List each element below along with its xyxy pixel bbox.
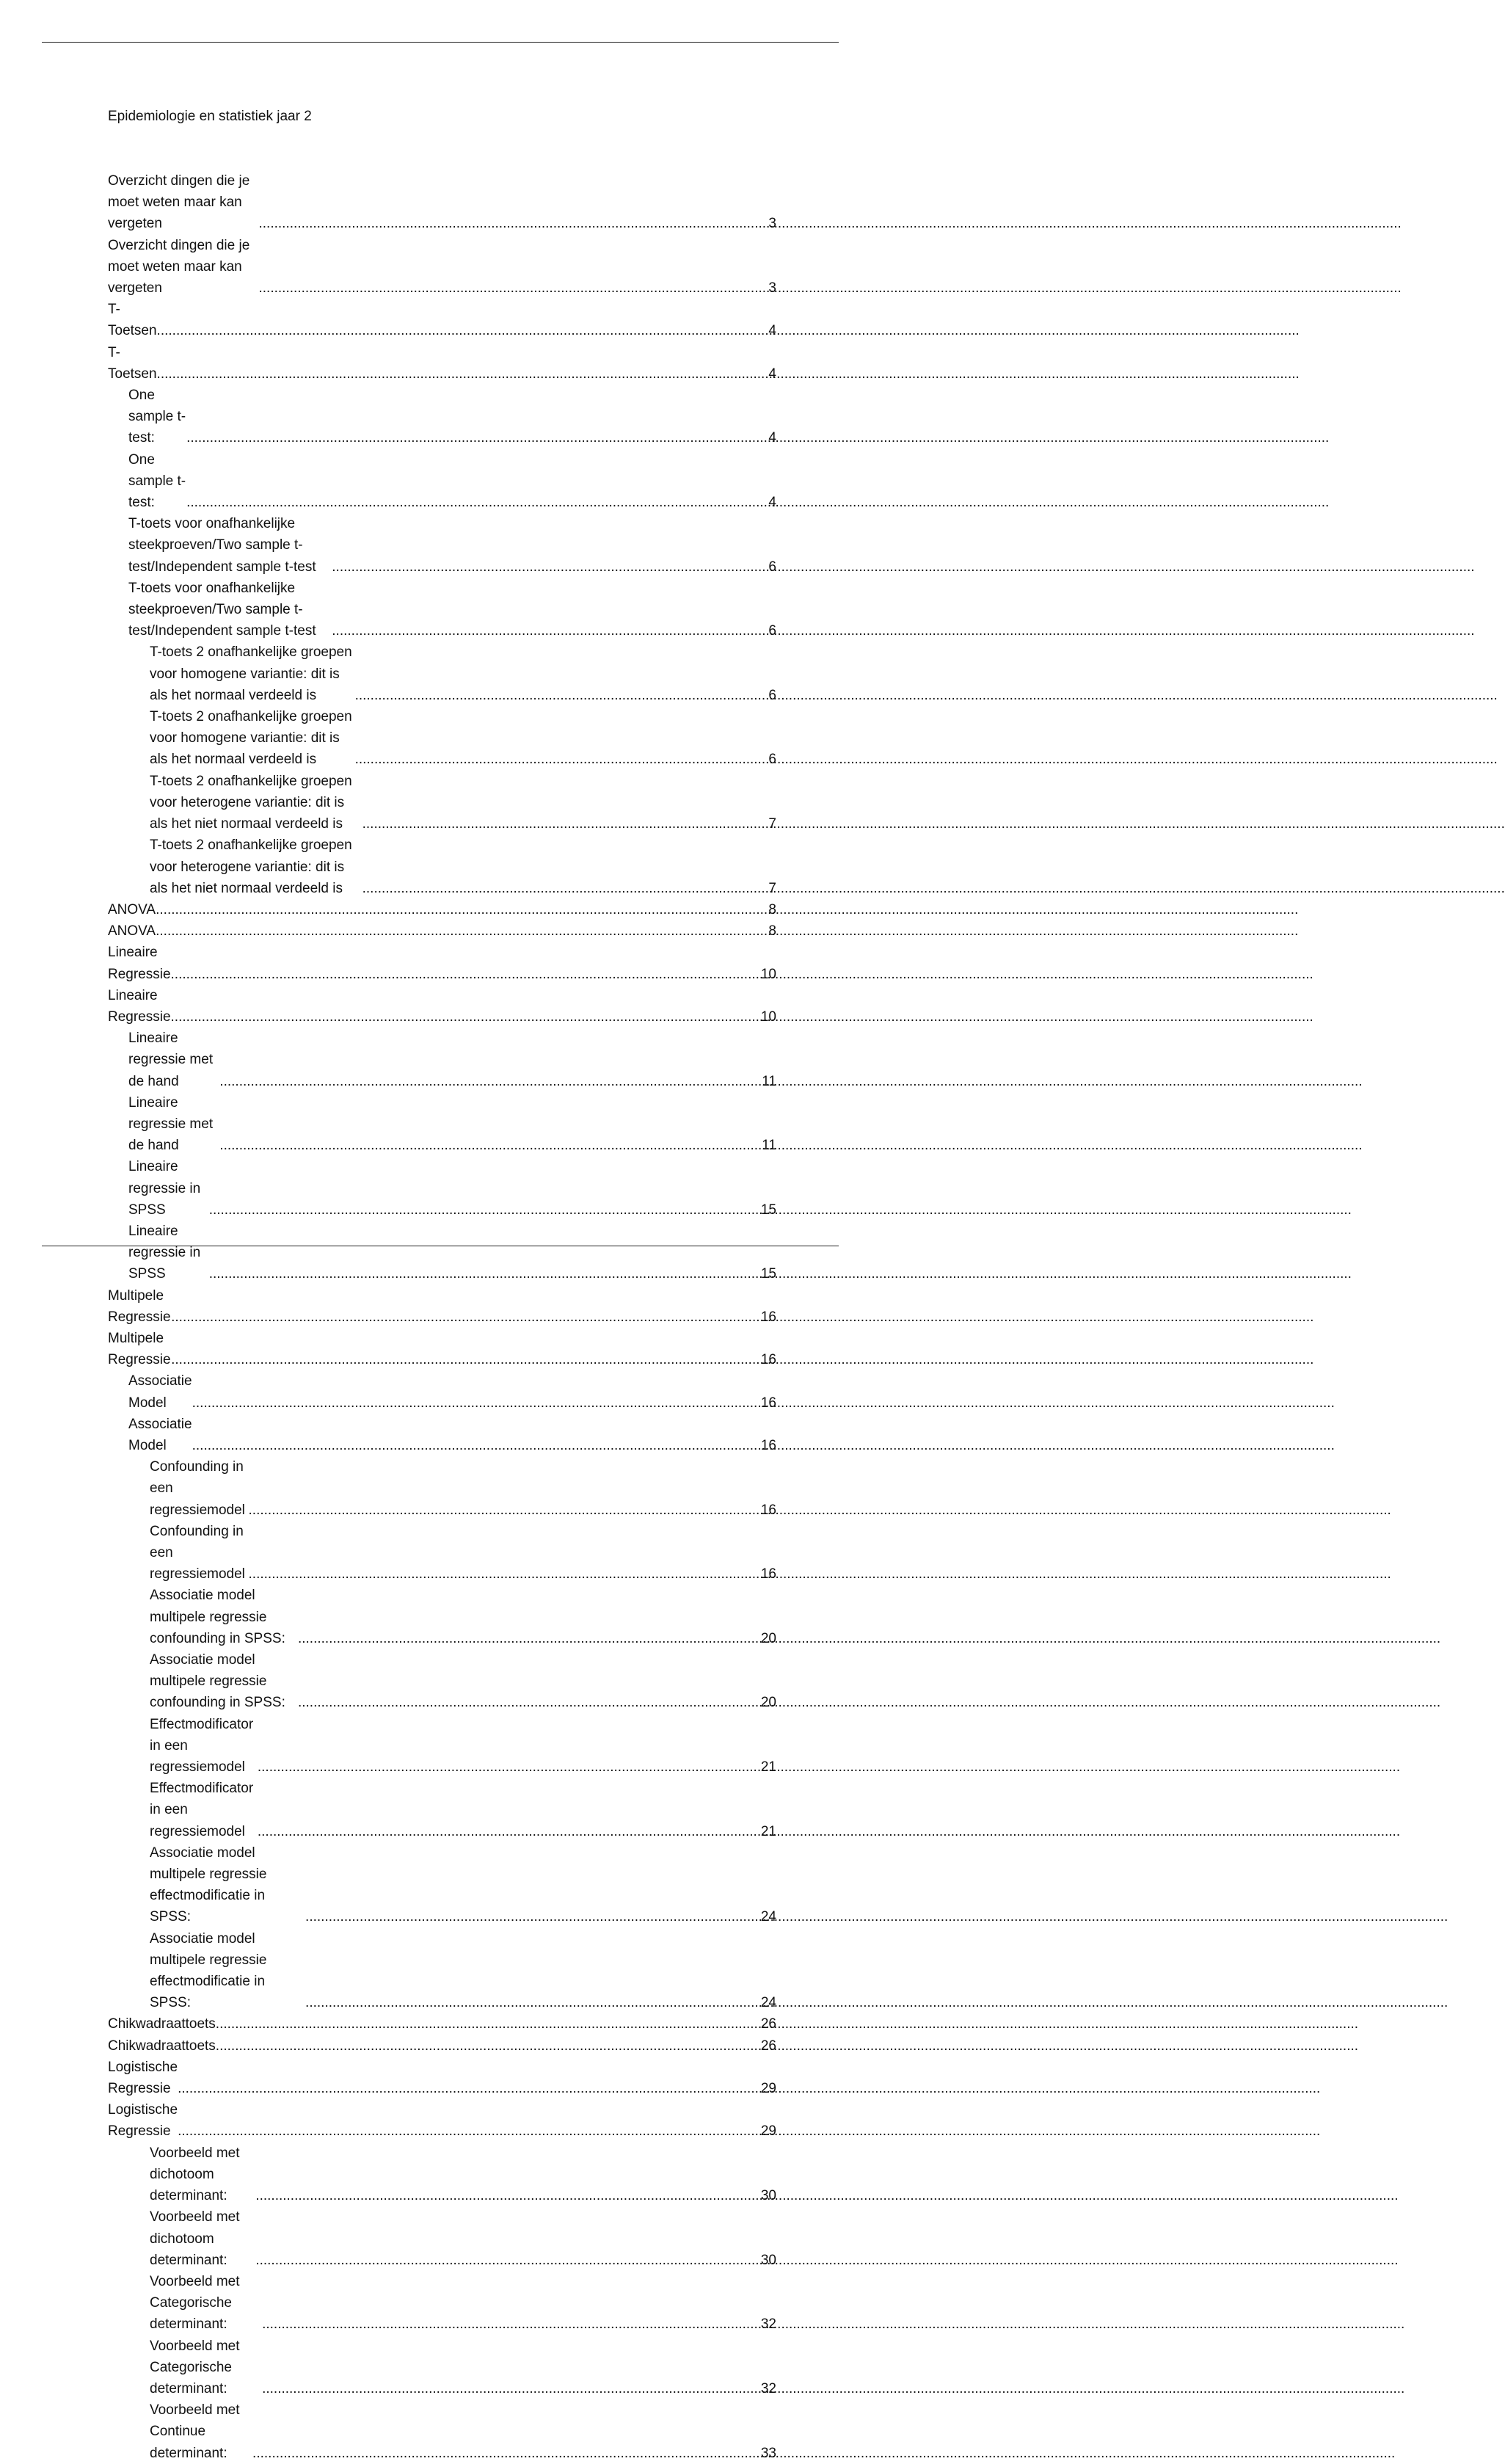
toc-entry[interactable]: [108, 1370, 776, 1413]
toc-entry-page-number: 4: [768, 366, 776, 382]
toc-entry-page-number: 16: [760, 1395, 776, 1411]
toc-entry[interactable]: [108, 1456, 776, 1521]
toc-entry[interactable]: [108, 1714, 776, 1778]
toc-entry[interactable]: [108, 706, 776, 771]
toc-entry-page-number: 20: [760, 1630, 776, 1646]
dot-leader: [216, 2035, 761, 2057]
toc-entry-text: Effectmodificator in een regressiemodel: [150, 1781, 254, 1839]
toc-entry-text: Associatie model multipele regressie effectmodificatie in SPSS:: [150, 1930, 267, 2011]
toc-entry-page-number: 15: [760, 1202, 776, 1218]
dot-leader: [255, 2250, 761, 2271]
toc-entry[interactable]: [108, 1778, 776, 1842]
toc-entry[interactable]: [108, 1842, 776, 1928]
dot-leader: [192, 1392, 761, 1414]
dot-leader: [262, 2314, 761, 2335]
toc-entry-page-number: 4: [768, 323, 776, 339]
toc-entry[interactable]: [108, 1328, 776, 1370]
dot-leader: [171, 1306, 761, 1328]
toc-entry[interactable]: [108, 1649, 776, 1714]
toc-entry-text: Logistische Regressie: [108, 2102, 178, 2140]
toc-entry-page-number: 7: [768, 816, 776, 832]
dot-leader: [298, 1692, 761, 1713]
dot-leader: [171, 1349, 761, 1370]
toc-entry[interactable]: [108, 1414, 776, 1456]
toc-entry-page-number: 3: [768, 216, 776, 232]
toc-entry-text: Effectmodificator in een regressiemodel: [150, 1716, 254, 1776]
toc-entry-text: Logistische Regressie: [108, 2059, 178, 2097]
toc-entry-page-number: 8: [768, 923, 776, 940]
toc-entry-page-number: 6: [768, 623, 776, 639]
toc-entry-text: One sample t-test:: [128, 388, 186, 446]
toc-entry[interactable]: [108, 920, 776, 942]
dot-leader: [178, 2078, 761, 2099]
toc-entry[interactable]: [108, 299, 776, 341]
toc-entry-page-number: 29: [760, 2123, 776, 2140]
toc-entry-text: Associatie Model: [128, 1373, 192, 1411]
toc-entry-page-number: 11: [762, 1073, 776, 1089]
dot-leader: [209, 1199, 761, 1221]
toc-entry-text: Voorbeeld met dichotoom determinant:: [150, 2145, 240, 2204]
toc-entry[interactable]: [108, 2099, 776, 2142]
toc-entry-text: T-Toetsen: [108, 302, 157, 339]
toc-entry-text: One sample t-test:: [128, 451, 186, 511]
toc-entry-text: Associatie model multipele regressie confounding in SPSS:: [150, 1588, 285, 1646]
dot-leader: [219, 1135, 762, 1156]
dot-leader: [186, 492, 768, 513]
dot-leader: [186, 427, 768, 448]
toc-entry-text: Confounding in een regressiemodel: [150, 1523, 245, 1582]
toc-entry-text: Chikwadraattoets: [108, 2038, 216, 2054]
toc-entry-text: Voorbeeld met dichotoom determinant:: [150, 2209, 240, 2268]
dot-leader: [252, 2443, 761, 2464]
dot-leader: [332, 620, 768, 642]
toc-entry-text: ANOVA: [108, 901, 156, 917]
toc-entry-page-number: 16: [760, 1502, 776, 1518]
toc-entry-text: T-Toetsen: [108, 344, 157, 382]
toc-entry-text: Lineaire Regressie: [108, 945, 171, 982]
toc-entry[interactable]: [108, 578, 776, 642]
dot-leader: [305, 1992, 761, 2013]
toc-entry[interactable]: [108, 1156, 776, 1221]
toc-entry-page-number: 8: [768, 901, 776, 917]
dot-leader: [259, 277, 769, 299]
dot-leader: [362, 878, 769, 899]
toc-entry[interactable]: [108, 2143, 776, 2207]
dot-leader: [249, 1500, 761, 1521]
toc-entry-text: T-toets 2 onafhankelijke groepen voor heterogene variantie: dit is als het niet normaal verdeeld is: [150, 773, 352, 832]
toc-entry-text: Overzicht dingen die je moet weten maar kan vergeten: [108, 173, 250, 232]
toc-entry[interactable]: [108, 1928, 776, 2014]
toc-entry[interactable]: [108, 235, 776, 299]
toc-entry-text: Multipele Regressie: [108, 1330, 171, 1368]
table-of-contents: [108, 170, 776, 2464]
dot-leader: [171, 964, 761, 985]
toc-entry[interactable]: [108, 170, 776, 235]
toc-entry[interactable]: [108, 385, 776, 449]
toc-entry[interactable]: [108, 342, 776, 385]
toc-entry-text: Associatie model multipele regressie effectmodificatie in SPSS:: [150, 1845, 267, 1925]
toc-entry-text: Lineaire regressie met de hand: [128, 1031, 214, 1089]
toc-entry[interactable]: [108, 2035, 776, 2057]
toc-entry-page-number: 6: [768, 752, 776, 768]
toc-entry-page-number: 32: [760, 2316, 776, 2333]
dot-leader: [255, 2185, 761, 2206]
header-rule: [42, 42, 839, 43]
toc-entry-page-number: 7: [768, 880, 776, 896]
toc-entry-text: T-toets 2 onafhankelijke groepen voor homogene variantie: dit is als het normaal verdeeld is: [150, 644, 352, 703]
toc-entry-text: Voorbeeld met Categorische determinant:: [150, 2273, 240, 2333]
dot-leader: [305, 1906, 761, 1927]
toc-entry-text: Voorbeeld met Categorische determinant:: [150, 2338, 240, 2396]
toc-entry[interactable]: [108, 985, 776, 1028]
toc-entry[interactable]: [108, 1221, 776, 1285]
toc-entry-page-number: 33: [760, 2445, 776, 2461]
toc-entry[interactable]: [108, 2399, 776, 2464]
toc-entry-text: Lineaire Regressie: [108, 987, 171, 1025]
toc-entry-page-number: 10: [760, 966, 776, 982]
dot-leader: [332, 556, 768, 578]
dot-leader: [262, 2378, 761, 2399]
dot-leader: [156, 920, 768, 942]
toc-entry-text: Associatie Model: [128, 1416, 192, 1453]
dot-leader: [258, 1821, 761, 1842]
toc-entry-page-number: 24: [760, 1909, 776, 1925]
toc-entry-text: Lineaire regressie in SPSS: [128, 1223, 201, 1282]
toc-entry-text: Lineaire regressie met de hand: [128, 1094, 214, 1154]
dot-leader: [355, 749, 769, 770]
toc-entry-text: T-toets 2 onafhankelijke groepen voor homogene variantie: dit is als het normaal verdeeld is: [150, 709, 352, 768]
toc-entry[interactable]: [108, 1521, 776, 1585]
toc-entry[interactable]: [108, 771, 776, 835]
toc-entry-page-number: 16: [760, 1352, 776, 1368]
toc-entry-page-number: 24: [760, 1995, 776, 2011]
toc-entry[interactable]: [108, 642, 776, 706]
toc-entry[interactable]: [108, 1285, 776, 1328]
toc-entry-text: Voorbeeld met Continue determinant:: [150, 2402, 240, 2461]
toc-entry-page-number: 6: [768, 559, 776, 575]
toc-entry-page-number: 10: [760, 1009, 776, 1025]
toc-entry-page-number: 29: [760, 2081, 776, 2097]
toc-entry-text: Multipele Regressie: [108, 1287, 171, 1325]
toc-entry[interactable]: [108, 1092, 776, 1157]
toc-entry-page-number: 16: [760, 1566, 776, 1582]
toc-entry[interactable]: [108, 942, 776, 984]
toc-entry-page-number: 20: [760, 1695, 776, 1711]
toc-entry[interactable]: [108, 2057, 776, 2099]
toc-entry-page-number: 16: [760, 1309, 776, 1325]
toc-entry-page-number: 16: [760, 1437, 776, 1453]
toc-entry[interactable]: [108, 2271, 776, 2336]
toc-entry[interactable]: [108, 2206, 776, 2271]
dot-leader: [156, 899, 768, 920]
dot-leader: [259, 213, 769, 234]
dot-leader: [298, 1628, 761, 1649]
toc-entry-page-number: 3: [768, 280, 776, 297]
toc-entry-text: Chikwadraattoets: [108, 2016, 216, 2032]
toc-entry-page-number: 32: [760, 2380, 776, 2396]
dot-leader: [362, 813, 769, 835]
dot-leader: [171, 1006, 761, 1028]
toc-entry[interactable]: [108, 449, 776, 514]
toc-entry-text: Lineaire regressie in SPSS: [128, 1159, 201, 1218]
toc-entry-page-number: 21: [760, 1759, 776, 1776]
toc-entry-text: Associatie model multipele regressie confounding in SPSS:: [150, 1652, 285, 1711]
dot-leader: [216, 2013, 761, 2035]
dot-leader: [355, 685, 769, 706]
dot-leader: [258, 1756, 761, 1778]
dot-leader: [192, 1435, 761, 1456]
toc-entry-page-number: 30: [760, 2188, 776, 2204]
toc-entry-page-number: 26: [760, 2016, 776, 2032]
toc-entry-page-number: 26: [760, 2038, 776, 2054]
toc-entry-page-number: 4: [768, 430, 776, 446]
toc-entry[interactable]: [108, 1028, 776, 1092]
toc-entry-text: ANOVA: [108, 923, 156, 940]
toc-entry-text: Confounding in een regressiemodel: [150, 1459, 245, 1518]
document-title: Epidemiologie en statistiek jaar 2: [108, 109, 312, 124]
toc-entry-text: T-toets 2 onafhankelijke groepen voor heterogene variantie: dit is als het niet normaal verdeeld is: [150, 837, 352, 896]
toc-entry-text: T-toets voor onafhankelijke steekproeven/Two sample t-test/Independent sample t-test: [128, 516, 316, 575]
toc-entry-page-number: 11: [762, 1138, 776, 1154]
toc-entry-page-number: 15: [760, 1266, 776, 1282]
dot-leader: [209, 1263, 761, 1284]
toc-entry-page-number: 30: [760, 2252, 776, 2268]
toc-entry-page-number: 21: [760, 1823, 776, 1839]
toc-entry-text: T-toets voor onafhankelijke steekproeven/Two sample t-test/Independent sample t-test: [128, 580, 316, 639]
dot-leader: [157, 363, 769, 385]
toc-entry-page-number: 4: [768, 495, 776, 511]
dot-leader: [157, 320, 769, 341]
toc-entry[interactable]: [108, 2336, 776, 2400]
toc-entry-text: Overzicht dingen die je moet weten maar kan vergeten: [108, 237, 250, 297]
dot-leader: [249, 1563, 761, 1585]
toc-entry[interactable]: [108, 835, 776, 899]
dot-leader: [178, 2120, 761, 2142]
toc-entry[interactable]: [108, 513, 776, 578]
toc-entry[interactable]: [108, 2013, 776, 2035]
toc-entry-page-number: 6: [768, 687, 776, 703]
dot-leader: [219, 1071, 762, 1092]
toc-entry[interactable]: [108, 1585, 776, 1649]
toc-entry[interactable]: [108, 899, 776, 920]
